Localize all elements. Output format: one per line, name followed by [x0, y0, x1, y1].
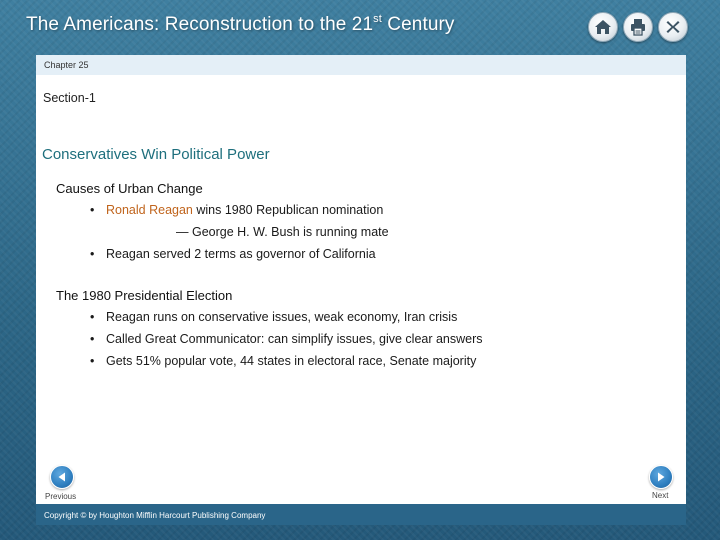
- arrow-left-icon: [56, 471, 68, 483]
- bullet-item: • Gets 51% popular vote, 44 states in electoral race, Senate majority: [90, 354, 477, 368]
- slide-content: [36, 55, 686, 503]
- copyright-footer: Copyright © by Houghton Mifflin Harcourt Publishing Company: [36, 503, 686, 525]
- home-button[interactable]: [588, 12, 618, 42]
- home-icon: [593, 17, 613, 37]
- previous-label[interactable]: Previous: [45, 492, 77, 501]
- bullet-item: • Ronald Reagan wins 1980 Republican nomination: [90, 203, 384, 217]
- slide-heading: Conservatives Win Political Power: [42, 146, 270, 163]
- section-label: Section-1: [43, 91, 96, 105]
- presentation-title: The Americans: Reconstruction to the 21st Century: [26, 13, 455, 35]
- highlight-term: Ronald Reagan: [106, 203, 193, 217]
- top-nav-icons: [588, 12, 688, 42]
- print-button[interactable]: [623, 12, 653, 42]
- topic-title: Causes of Urban Change: [56, 181, 203, 196]
- topic-title: The 1980 Presidential Election: [56, 288, 233, 303]
- print-icon: [628, 17, 648, 37]
- next-label[interactable]: Next: [652, 491, 669, 500]
- bullet-item: • Called Great Communicator: can simplify issues, give clear answers: [90, 332, 483, 346]
- next-button[interactable]: [649, 465, 673, 489]
- close-icon: [663, 17, 683, 37]
- chapter-label: Chapter 25: [36, 55, 686, 75]
- sub-bullet-item: — George H. W. Bush is running mate: [176, 225, 389, 239]
- arrow-right-icon: [655, 471, 667, 483]
- bullet-item: • Reagan runs on conservative issues, weak economy, Iran crisis: [90, 310, 458, 324]
- bullet-item: • Reagan served 2 terms as governor of California: [90, 247, 376, 261]
- close-button[interactable]: [658, 12, 688, 42]
- previous-button[interactable]: [50, 465, 74, 489]
